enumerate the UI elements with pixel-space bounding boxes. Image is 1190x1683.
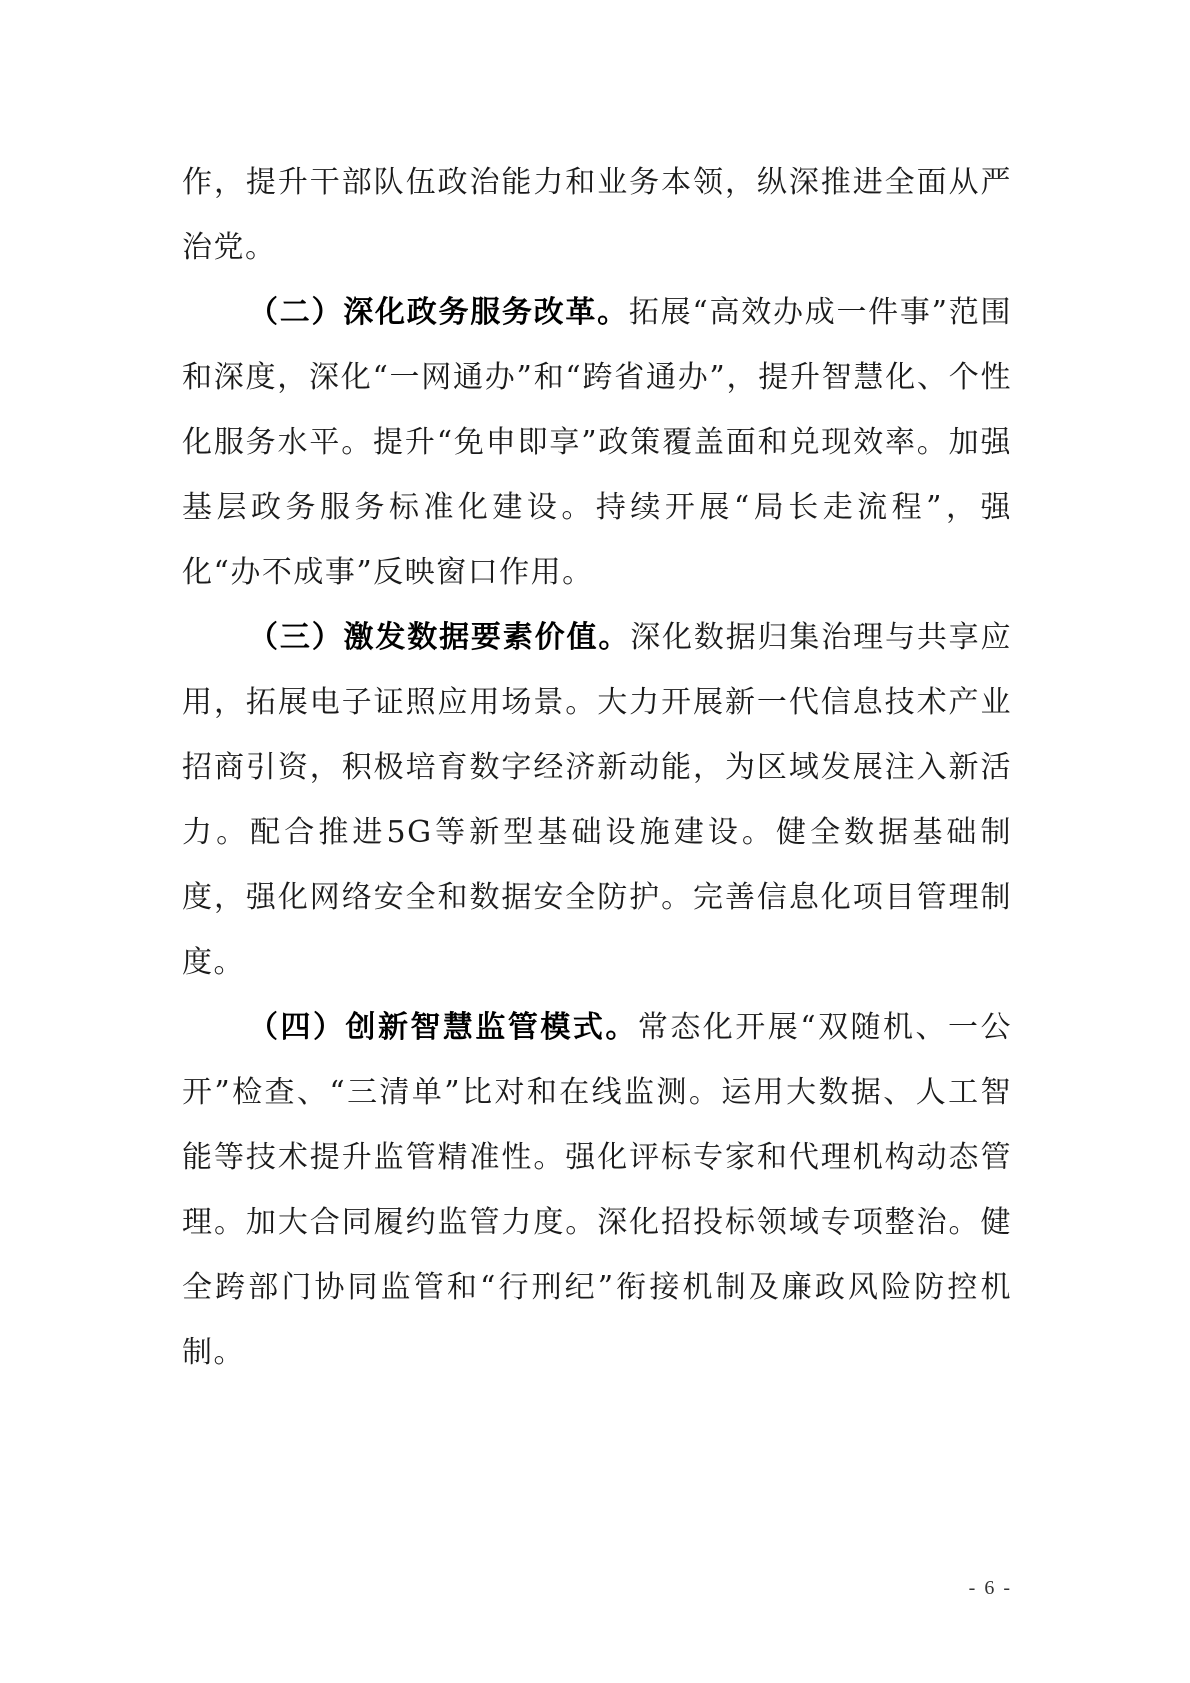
paragraph-text: 深化数据归集治理与共享应用，拓展电子证照应用场景。大力开展新一代信息技术产业招商引资，积极培育数字经济新动能，为区域发展注入新活力。配合推进5G等新型基础设施建设。健全数据基础制度，强化网络安全和数据安全防护。完善信息化项目管理制度。: [182, 620, 1013, 980]
paragraph-data-elements: [182, 605, 1012, 995]
section-heading: （三）激发数据要素价值。: [248, 620, 631, 655]
paragraph-text: 常态化开展“双随机、一公开”检查、“三清单”比对和在线监测。运用大数据、人工智能等技术提升监管精准性。强化评标专家和代理机构动态管理。加大合同履约监管力度。深化招投标领域专项整治。健全跨部门协同监管和“行刑纪”衔接机制及廉政风险防控机制。: [182, 1010, 1013, 1370]
section-heading: （二）深化政务服务改革。: [248, 295, 629, 330]
page-number: - 6 -: [968, 1577, 1012, 1599]
paragraph-text: 拓展“高效办成一件事”范围和深度，深化“一网通办”和“跨省通办”，提升智慧化、个性化服务水平。提升“免申即享”政策覆盖面和兑现效率。加强基层政务服务标准化建设。持续开展“局长走流程”，强化“办不成事”反映窗口作用。: [182, 295, 1012, 590]
paragraph-text: 作，提升干部队伍政治能力和业务本领，纵深推进全面从严治党。: [182, 165, 1012, 265]
paragraph-smart-supervision: [182, 995, 1012, 1385]
paragraph-government-service-reform: [182, 280, 1012, 605]
document-body: [182, 150, 1012, 1385]
paragraph-continuation: [182, 150, 1012, 280]
section-heading: （四）创新智慧监管模式。: [248, 1010, 638, 1045]
